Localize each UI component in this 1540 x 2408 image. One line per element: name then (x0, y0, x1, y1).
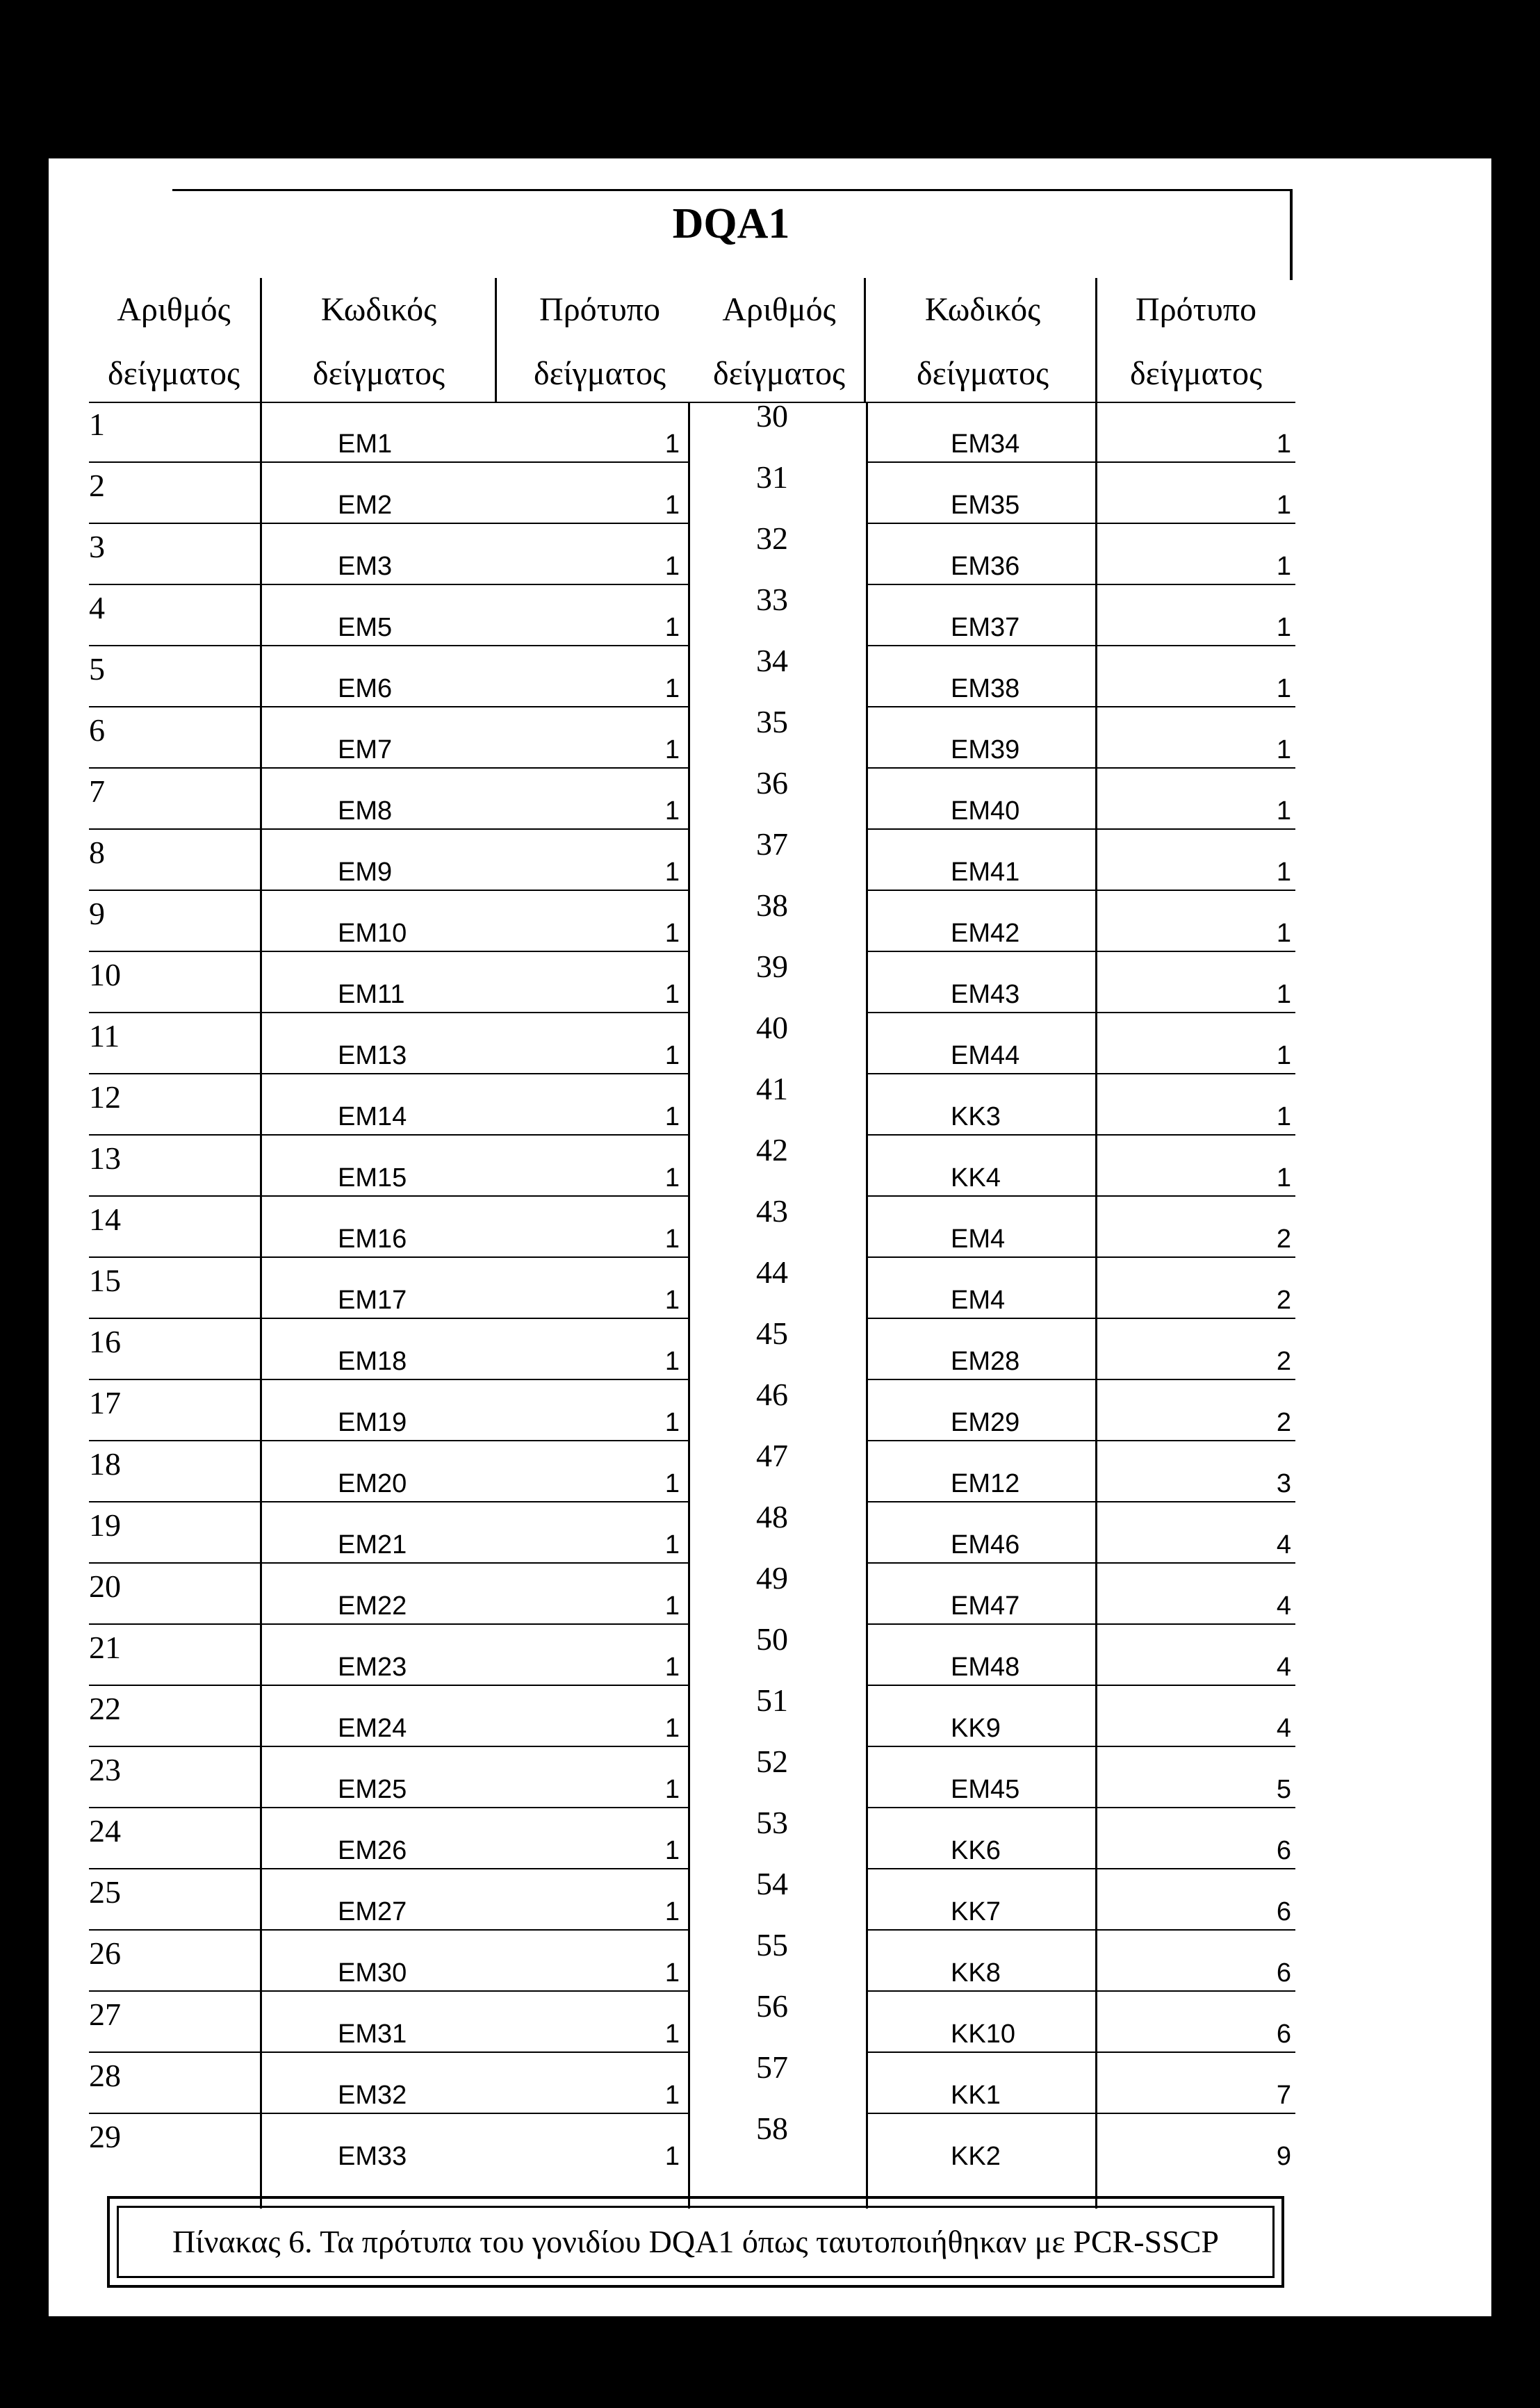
sample-pattern-cell: 1 (1276, 674, 1291, 703)
sample-pattern-cell: 1 (664, 1041, 680, 1070)
sample-number-cell: 51 (756, 1682, 788, 1718)
sample-code-cell: KK7 (951, 1897, 1001, 1926)
table-row (89, 2049, 1295, 2114)
sample-code-cell: EM42 (951, 919, 1020, 948)
sample-number-cell: 10 (89, 957, 121, 992)
sample-pattern-cell: 3 (1276, 1469, 1291, 1498)
sample-pattern-cell: 4 (1276, 1653, 1291, 1682)
table-row (89, 826, 1295, 891)
sample-pattern-cell: 1 (664, 552, 680, 581)
sample-pattern-cell: 1 (664, 980, 680, 1009)
table-row (89, 1071, 1295, 1136)
sample-pattern-cell: 1 (664, 1163, 680, 1193)
sample-pattern-cell: 1 (1276, 980, 1291, 1009)
sample-code-cell: EM29 (951, 1408, 1020, 1437)
sample-code-cell: EM39 (951, 735, 1020, 764)
sample-pattern-cell: 2 (1276, 1347, 1291, 1376)
table-row (89, 1988, 1295, 2053)
sample-number-cell: 20 (89, 1569, 121, 1604)
sample-number-cell: 35 (756, 704, 788, 739)
sample-pattern-cell: 1 (664, 1897, 680, 1926)
sample-number-cell: 26 (89, 1935, 121, 1971)
sample-code-cell: EM4 (951, 1286, 1006, 1315)
sample-code-cell: EM38 (951, 674, 1020, 703)
sample-code-cell: EM9 (338, 858, 393, 887)
sample-number-cell: 41 (756, 1071, 788, 1106)
sample-number-cell: 14 (89, 1202, 121, 1237)
sample-pattern-cell: 1 (664, 429, 680, 459)
sample-pattern-cell: 2 (1276, 1225, 1291, 1254)
sample-number-cell: 4 (89, 590, 105, 625)
sample-code-cell: EM4 (951, 1225, 1006, 1254)
sample-pattern-cell: 1 (664, 858, 680, 887)
sample-code-cell: EM5 (338, 613, 393, 642)
column-divider (866, 402, 868, 2209)
sample-pattern-cell: 1 (664, 2020, 680, 2049)
sample-pattern-cell: 1 (1276, 1102, 1291, 1131)
sample-code-cell: EM36 (951, 552, 1020, 581)
sample-pattern-cell: 1 (1276, 1163, 1291, 1193)
table-row (89, 1682, 1295, 1747)
sample-number-cell: 33 (756, 582, 788, 617)
table-row (89, 521, 1295, 585)
sample-pattern-cell: 1 (664, 1958, 680, 1988)
sample-number-cell: 47 (756, 1438, 788, 1473)
column-divider (688, 402, 690, 2209)
table-row (89, 1132, 1295, 1197)
column-divider (495, 278, 497, 402)
sample-number-cell: 56 (756, 1988, 788, 2024)
sample-code-cell: EM26 (338, 1836, 407, 1865)
sample-number-cell: 28 (89, 2058, 121, 2093)
sample-pattern-cell: 1 (664, 796, 680, 826)
sample-number-cell: 43 (756, 1193, 788, 1229)
sample-pattern-cell: 1 (664, 1591, 680, 1621)
sample-number-cell: 23 (89, 1752, 121, 1787)
table-row (89, 2111, 1295, 2175)
sample-code-cell: EM13 (338, 1041, 407, 1070)
column-divider (260, 402, 262, 2209)
sample-code-cell: KK3 (951, 1102, 1001, 1131)
sample-number-cell: 7 (89, 773, 105, 809)
sample-pattern-cell: 1 (664, 1530, 680, 1559)
sample-pattern-cell: 1 (1276, 613, 1291, 642)
sample-code-cell: EM27 (338, 1897, 407, 1926)
table-row (89, 1499, 1295, 1564)
sample-code-cell: EM19 (338, 1408, 407, 1437)
table-row (89, 1193, 1295, 1258)
sample-number-cell: 11 (89, 1018, 120, 1054)
sample-number-cell: 2 (89, 468, 105, 503)
sample-code-cell: EM35 (951, 491, 1020, 520)
sample-number-cell: 48 (756, 1499, 788, 1534)
sample-number-cell: 8 (89, 835, 105, 870)
sample-code-cell: EM40 (951, 796, 1020, 826)
sample-number-cell: 22 (89, 1691, 121, 1726)
sample-code-cell: EM11 (338, 980, 405, 1009)
header-sample-code-2: Κωδικός δείγματος (916, 291, 1049, 392)
sample-code-cell: EM34 (951, 429, 1020, 459)
sample-code-cell: EM7 (338, 735, 393, 764)
sample-pattern-cell: 1 (664, 1102, 680, 1131)
sample-code-cell: KK4 (951, 1163, 1001, 1193)
sample-number-cell: 25 (89, 1874, 121, 1910)
table-row (89, 582, 1295, 646)
sample-number-cell: 58 (756, 2111, 788, 2146)
sample-number-cell: 50 (756, 1621, 788, 1657)
sample-pattern-cell: 1 (664, 1653, 680, 1682)
sample-pattern-cell: 1 (1276, 552, 1291, 581)
sample-number-cell: 39 (756, 949, 788, 984)
sample-pattern-cell: 1 (664, 1408, 680, 1437)
sample-code-cell: EM12 (951, 1469, 1020, 1498)
caption-frame (107, 2196, 1284, 2288)
sample-code-cell: EM44 (951, 1041, 1020, 1070)
sample-code-cell: EM45 (951, 1775, 1020, 1804)
caption-inner-frame (117, 2206, 1275, 2278)
sample-code-cell: KK6 (951, 1836, 1001, 1865)
sample-number-cell: 18 (89, 1446, 121, 1482)
sample-pattern-cell: 1 (664, 613, 680, 642)
sample-code-cell: EM25 (338, 1775, 407, 1804)
sample-code-cell: EM43 (951, 980, 1020, 1009)
table-row (89, 765, 1295, 830)
sample-code-cell: EM41 (951, 858, 1020, 887)
sample-number-cell: 9 (89, 896, 105, 931)
table-row (89, 398, 1295, 463)
sample-code-cell: EM28 (951, 1347, 1020, 1376)
sample-code-cell: EM3 (338, 552, 393, 581)
sample-pattern-cell: 1 (664, 1347, 680, 1376)
sample-code-cell: EM10 (338, 919, 407, 948)
column-divider (1095, 278, 1097, 402)
sample-number-cell: 57 (756, 2049, 788, 2085)
sample-pattern-cell: 1 (664, 2142, 680, 2171)
sample-number-cell: 15 (89, 1263, 121, 1298)
sample-code-cell: EM24 (338, 1714, 407, 1743)
table-row (89, 643, 1295, 707)
table-row (89, 1744, 1295, 1808)
sample-number-cell: 46 (756, 1377, 788, 1412)
table-row (89, 1254, 1295, 1319)
sample-code-cell: EM2 (338, 491, 393, 520)
sample-number-cell: 38 (756, 887, 788, 923)
sample-number-cell: 49 (756, 1560, 788, 1596)
sample-code-cell: EM32 (338, 2081, 407, 2110)
header-sample-pattern-2: Πρότυπο δείγματος (1129, 291, 1263, 392)
sample-pattern-cell: 5 (1276, 1775, 1291, 1804)
sample-code-cell: EM31 (338, 2020, 407, 2049)
sample-code-cell: EM8 (338, 796, 393, 826)
sample-number-cell: 53 (756, 1805, 788, 1840)
sample-number-cell: 6 (89, 712, 105, 748)
sample-pattern-cell: 6 (1276, 1897, 1291, 1926)
table-row (89, 1560, 1295, 1625)
sample-number-cell: 16 (89, 1324, 121, 1359)
sample-code-cell: EM47 (951, 1591, 1020, 1621)
sample-pattern-cell: 1 (664, 491, 680, 520)
sample-number-cell: 34 (756, 643, 788, 678)
sample-number-cell: 24 (89, 1813, 121, 1849)
sample-number-cell: 5 (89, 651, 105, 687)
sample-number-cell: 17 (89, 1385, 121, 1420)
table-row (89, 1866, 1295, 1931)
sample-pattern-cell: 4 (1276, 1530, 1291, 1559)
sample-pattern-cell: 6 (1276, 2020, 1291, 2049)
title-box (172, 189, 1293, 280)
header-sample-pattern-1: Πρότυπο δείγματος (533, 291, 666, 392)
sample-pattern-cell: 1 (664, 919, 680, 948)
table-title: DQA1 (672, 200, 790, 247)
sample-pattern-cell: 1 (1276, 735, 1291, 764)
sample-pattern-cell: 1 (664, 1286, 680, 1315)
sample-number-cell: 54 (756, 1866, 788, 1901)
sample-code-cell: EM15 (338, 1163, 407, 1193)
sample-code-cell: EM22 (338, 1591, 407, 1621)
sample-number-cell: 1 (89, 407, 105, 442)
sample-number-cell: 21 (89, 1630, 121, 1665)
sample-code-cell: EM30 (338, 1958, 407, 1988)
sample-code-cell: EM6 (338, 674, 393, 703)
sample-number-cell: 13 (89, 1140, 121, 1176)
table-row (89, 1805, 1295, 1869)
column-divider (864, 278, 866, 402)
sample-number-cell: 27 (89, 1997, 121, 2032)
sample-number-cell: 32 (756, 521, 788, 556)
sample-pattern-cell: 1 (664, 674, 680, 703)
sample-number-cell: 45 (756, 1316, 788, 1351)
sample-pattern-cell: 1 (664, 1469, 680, 1498)
sample-code-cell: EM21 (338, 1530, 407, 1559)
table-caption: Πίνακας 6. Τα πρότυπα του γονιδίου DQA1 όπως ταυτοποιήθηκαν με PCR-SSCP (172, 2224, 1219, 2259)
sample-pattern-cell: 1 (1276, 491, 1291, 520)
sample-pattern-cell: 1 (1276, 1041, 1291, 1070)
sample-number-cell: 36 (756, 765, 788, 801)
sample-code-cell: EM33 (338, 2142, 407, 2171)
sample-code-cell: KK10 (951, 2020, 1015, 2049)
sample-code-cell: KK9 (951, 1714, 1001, 1743)
table-row (89, 949, 1295, 1013)
sample-code-cell: KK2 (951, 2142, 1001, 2171)
sample-pattern-cell: 1 (664, 2081, 680, 2110)
sample-pattern-cell: 1 (1276, 919, 1291, 948)
sample-pattern-cell: 1 (664, 1225, 680, 1254)
sample-code-cell: EM16 (338, 1225, 407, 1254)
sample-code-cell: EM17 (338, 1286, 407, 1315)
column-divider (1095, 402, 1097, 2209)
sample-pattern-cell: 1 (664, 1714, 680, 1743)
sample-pattern-cell: 2 (1276, 1408, 1291, 1437)
sample-number-cell: 44 (756, 1254, 788, 1290)
sample-pattern-cell: 1 (1276, 429, 1291, 459)
sample-code-cell: KK8 (951, 1958, 1001, 1988)
sample-pattern-cell: 4 (1276, 1714, 1291, 1743)
sample-pattern-cell: 4 (1276, 1591, 1291, 1621)
sample-code-cell: EM48 (951, 1653, 1020, 1682)
sample-number-cell: 31 (756, 459, 788, 495)
sample-number-cell: 52 (756, 1744, 788, 1779)
sample-number-cell: 40 (756, 1010, 788, 1045)
sample-code-cell: EM18 (338, 1347, 407, 1376)
sample-pattern-cell: 1 (1276, 858, 1291, 887)
sample-code-cell: EM20 (338, 1469, 407, 1498)
table-row (89, 704, 1295, 769)
sample-pattern-cell: 7 (1276, 2081, 1291, 2110)
sample-code-cell: EM23 (338, 1653, 407, 1682)
sample-pattern-cell: 6 (1276, 1958, 1291, 1988)
sample-number-cell: 3 (89, 529, 105, 564)
sample-pattern-cell: 1 (1276, 796, 1291, 826)
sample-pattern-cell: 6 (1276, 1836, 1291, 1865)
sample-code-cell: EM37 (951, 613, 1020, 642)
sample-number-cell: 30 (756, 398, 788, 434)
sample-code-cell: EM14 (338, 1102, 407, 1131)
column-divider (260, 278, 262, 402)
sample-code-cell: EM1 (338, 429, 393, 459)
sample-number-cell: 19 (89, 1507, 121, 1543)
sample-pattern-cell: 1 (664, 1836, 680, 1865)
sample-pattern-cell: 1 (664, 1775, 680, 1804)
table-row (89, 459, 1295, 524)
table-row (89, 1927, 1295, 1992)
sample-number-cell: 12 (89, 1079, 121, 1115)
sample-pattern-cell: 1 (664, 735, 680, 764)
sample-pattern-cell: 2 (1276, 1286, 1291, 1315)
table-row (89, 1438, 1295, 1502)
sample-number-cell: 37 (756, 826, 788, 862)
table-row (89, 1377, 1295, 1441)
sample-pattern-cell: 9 (1276, 2142, 1291, 2171)
sample-code-cell: EM46 (951, 1530, 1020, 1559)
table-row (89, 1316, 1295, 1380)
table-row (89, 1010, 1295, 1074)
header-sample-number-2: Αριθμός δείγματος (712, 291, 846, 392)
sample-number-cell: 42 (756, 1132, 788, 1168)
table-row (89, 887, 1295, 952)
sample-number-cell: 55 (756, 1927, 788, 1963)
header-sample-code-1: Κωδικός δείγματος (312, 291, 445, 392)
header-sample-number-1: Αριθμός δείγματος (107, 291, 240, 392)
table-row (89, 1621, 1295, 1686)
sample-number-cell: 29 (89, 2119, 121, 2154)
sample-code-cell: KK1 (951, 2081, 1001, 2110)
